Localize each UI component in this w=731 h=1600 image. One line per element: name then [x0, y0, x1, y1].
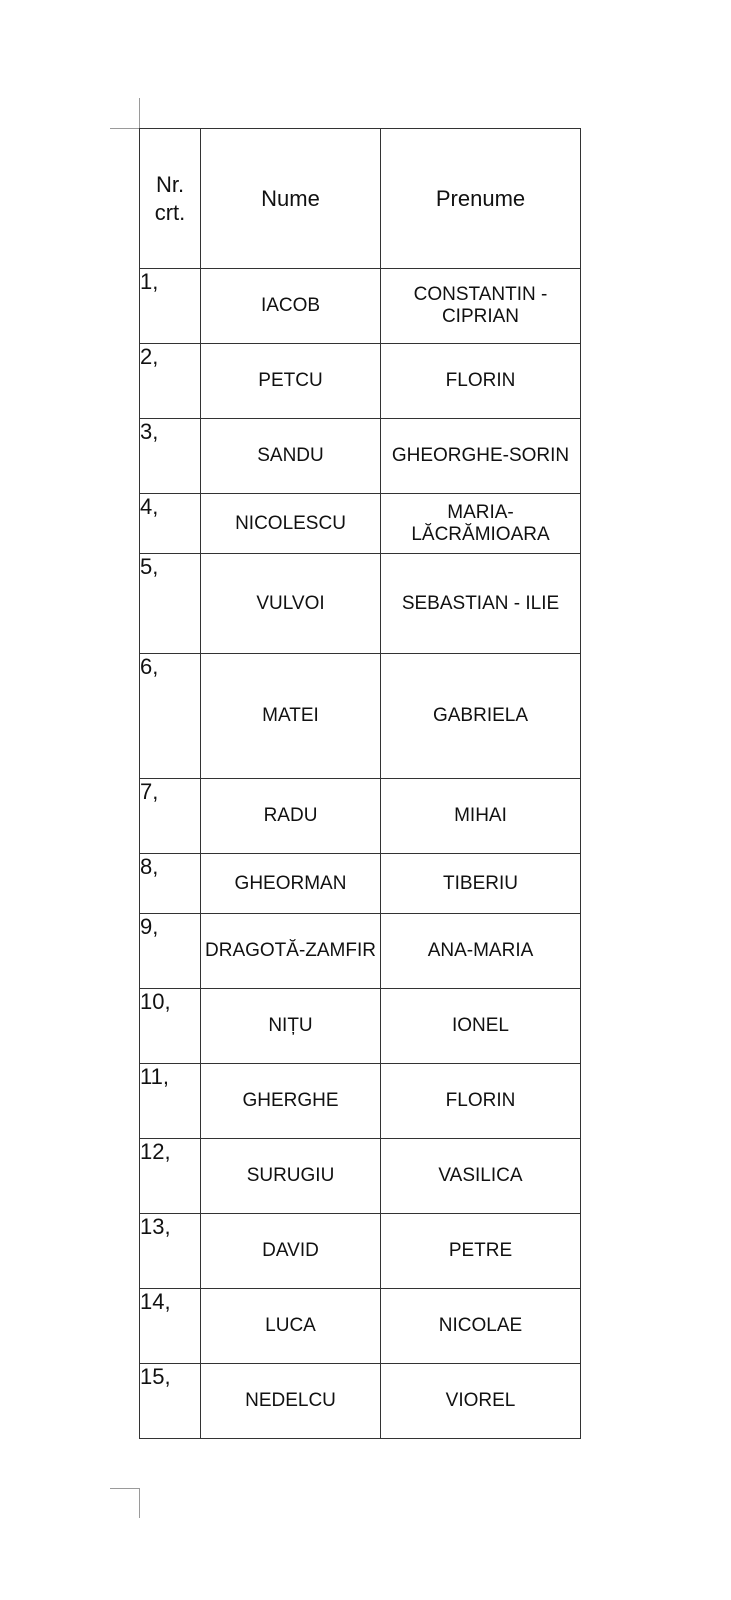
row-prenume: FLORIN: [381, 344, 581, 419]
table-row: [140, 494, 581, 554]
row-nume: VULVOI: [201, 554, 381, 654]
row-number: 6,: [140, 654, 201, 779]
row-prenume: VASILICA: [381, 1139, 581, 1214]
row-number: 9,: [140, 914, 201, 989]
table-row: [140, 344, 581, 419]
row-prenume: PETRE: [381, 1214, 581, 1289]
row-number: 2,: [140, 344, 201, 419]
page-corner-mark-top-h: [110, 128, 140, 129]
row-prenume: NICOLAE: [381, 1289, 581, 1364]
row-prenume: MARIA-LĂCRĂMIOARA: [381, 494, 581, 554]
page-corner-mark-bottom-v: [139, 1488, 140, 1518]
row-number: 11,: [140, 1064, 201, 1139]
row-nume: LUCA: [201, 1289, 381, 1364]
row-nume: NIȚU: [201, 989, 381, 1064]
row-nume: DRAGOTĂ-ZAMFIR: [201, 914, 381, 989]
page-corner-mark-top-v: [139, 98, 140, 128]
row-nume: DAVID: [201, 1214, 381, 1289]
row-nume: SANDU: [201, 419, 381, 494]
table-row: [140, 854, 581, 914]
row-nume: NEDELCU: [201, 1364, 381, 1439]
row-number: 4,: [140, 494, 201, 554]
row-number: 5,: [140, 554, 201, 654]
header-nr-crt: Nr. crt.: [140, 129, 201, 269]
table-row: [140, 419, 581, 494]
row-number: 15,: [140, 1364, 201, 1439]
row-nume: RADU: [201, 779, 381, 854]
row-nume: MATEI: [201, 654, 381, 779]
table-row: [140, 654, 581, 779]
row-nume: GHERGHE: [201, 1064, 381, 1139]
row-nume: GHEORMAN: [201, 854, 381, 914]
row-prenume: VIOREL: [381, 1364, 581, 1439]
row-number: 7,: [140, 779, 201, 854]
page-corner-mark-bottom-h: [110, 1488, 140, 1489]
header-nume: Nume: [201, 129, 381, 269]
row-number: 10,: [140, 989, 201, 1064]
table-row: [140, 1214, 581, 1289]
table-row: [140, 269, 581, 344]
row-number: 1,: [140, 269, 201, 344]
row-prenume: FLORIN: [381, 1064, 581, 1139]
row-nume: SURUGIU: [201, 1139, 381, 1214]
row-prenume: ANA-MARIA: [381, 914, 581, 989]
row-prenume: IONEL: [381, 989, 581, 1064]
row-prenume: TIBERIU: [381, 854, 581, 914]
table-row: [140, 1139, 581, 1214]
row-prenume: GABRIELA: [381, 654, 581, 779]
row-prenume: GHEORGHE-SORIN: [381, 419, 581, 494]
table-row: [140, 989, 581, 1064]
row-nume: NICOLESCU: [201, 494, 381, 554]
table-header-row: [140, 129, 581, 269]
table-row: [140, 1364, 581, 1439]
row-nume: PETCU: [201, 344, 381, 419]
table-row: [140, 554, 581, 654]
row-nume: IACOB: [201, 269, 381, 344]
table-row: [140, 1289, 581, 1364]
row-number: 8,: [140, 854, 201, 914]
row-number: 13,: [140, 1214, 201, 1289]
row-number: 14,: [140, 1289, 201, 1364]
row-prenume: SEBASTIAN - ILIE: [381, 554, 581, 654]
table-row: [140, 779, 581, 854]
header-prenume: Prenume: [381, 129, 581, 269]
row-number: 3,: [140, 419, 201, 494]
table-row: [140, 1064, 581, 1139]
names-table: [139, 128, 581, 1439]
table-row: [140, 914, 581, 989]
row-prenume: CONSTANTIN - CIPRIAN: [381, 269, 581, 344]
row-prenume: MIHAI: [381, 779, 581, 854]
row-number: 12,: [140, 1139, 201, 1214]
